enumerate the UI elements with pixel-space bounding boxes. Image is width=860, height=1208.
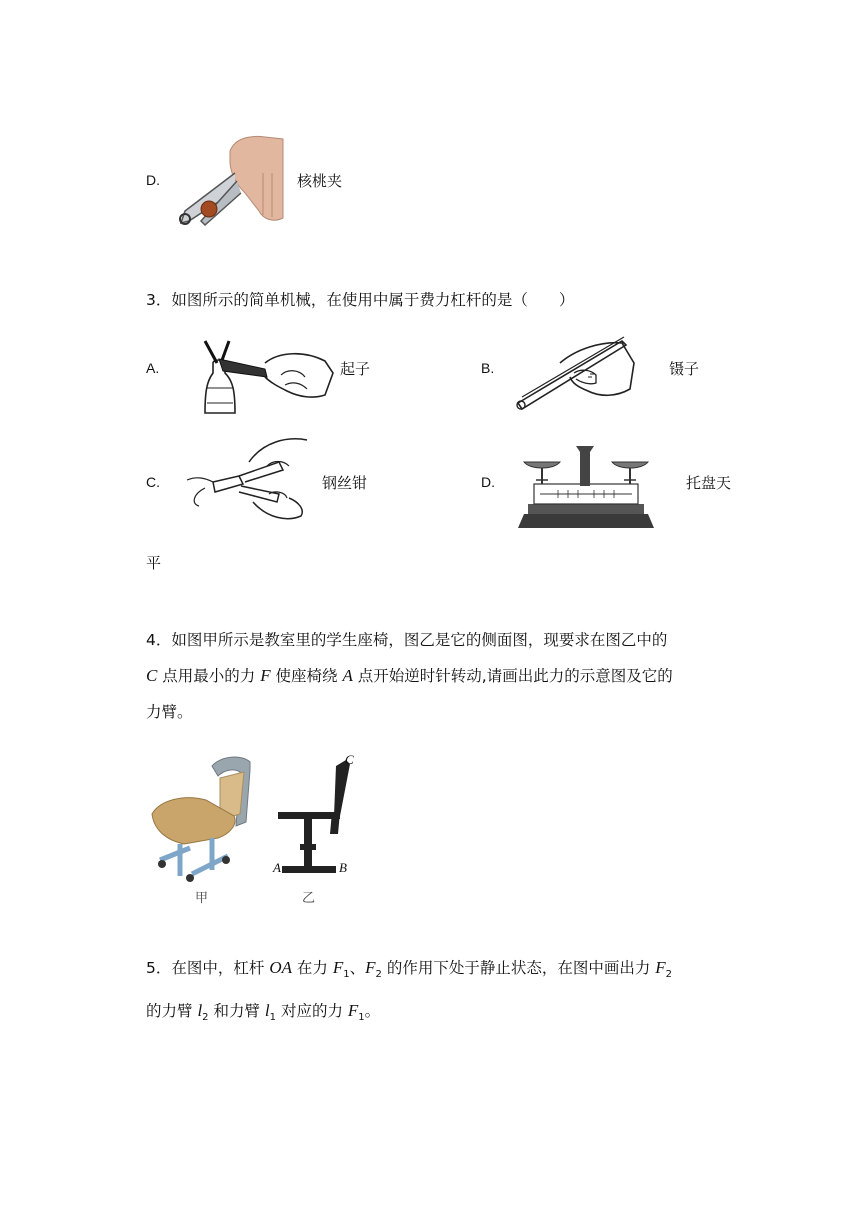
question-3-number: 3．	[146, 291, 172, 309]
q5-text-3: 、	[349, 959, 366, 977]
chair-side-view-icon	[268, 752, 368, 882]
question-5	[146, 950, 746, 1036]
point-b-label: B	[339, 860, 347, 875]
pliers-icon	[183, 432, 313, 524]
var-l2: l	[197, 1001, 203, 1021]
tweezers-icon	[512, 333, 637, 415]
question-3-text: 如图所示的简单机械，在使用中属于费力杠杆的是（ ）	[171, 291, 575, 309]
question-3	[146, 282, 574, 318]
option-d-caption: 核桃夹	[297, 172, 343, 190]
sub-1: 1	[343, 969, 350, 981]
sub-f1: 1	[358, 1012, 365, 1024]
option-d-letter: D.	[146, 172, 160, 188]
option-b-letter: B.	[481, 360, 495, 376]
option-b-caption: 镊子	[669, 360, 700, 378]
nutcracker-icon	[175, 133, 290, 233]
option-d3-caption-wrap: 平	[146, 554, 162, 572]
var-oa: OA	[269, 958, 292, 977]
option-c-letter: C.	[146, 474, 160, 490]
q5-text-5: 的力臂	[146, 1002, 198, 1021]
question-5-number: 5．	[146, 959, 172, 977]
balance-scale-icon	[518, 444, 654, 528]
option-c-caption: 钢丝钳	[322, 474, 368, 492]
var-f2: F	[365, 958, 376, 977]
point-c-label: C	[345, 752, 354, 767]
question-4-text-a: 点用最小的力	[157, 667, 261, 685]
q5-text-2: 在力	[291, 959, 333, 977]
question-4-line-1: 如图甲所示是教室里的学生座椅，图乙是它的侧面图，现要求在图乙中的	[171, 631, 668, 649]
figure-label-jia: 甲	[195, 891, 209, 906]
var-f2b: F	[655, 958, 666, 977]
sub-l1: 1	[269, 1012, 277, 1024]
option-d3-caption: 托盘天	[686, 474, 732, 492]
option-a-caption: 起子	[340, 360, 371, 378]
sub-2b: 2	[665, 969, 673, 981]
option-d3-letter: D.	[481, 474, 495, 490]
bottle-opener-icon	[195, 333, 335, 415]
q5-text-8: 。	[364, 1002, 381, 1021]
point-a-label: A	[273, 860, 281, 875]
option-a-letter: A.	[146, 360, 160, 376]
var-f1b: F	[347, 1001, 359, 1021]
question-4-text-c: 点开始逆时针转动,请画出此力的示意图及它的	[352, 667, 673, 685]
question-4-line-3: 力臂。	[146, 703, 193, 721]
question-4-text-b: 使座椅绕	[270, 667, 343, 685]
sub-l2: 2	[202, 1012, 209, 1024]
figure-label-yi: 乙	[302, 891, 316, 906]
var-f: F	[260, 666, 271, 685]
question-4-number: 4．	[146, 631, 172, 649]
q5-text-1: 在图中，杠杆	[171, 959, 270, 977]
var-a: A	[342, 666, 353, 685]
q5-text-7: 对应的力	[276, 1002, 348, 1021]
var-f1: F	[332, 958, 344, 977]
q5-text-4: 的作用下处于静止状态，在图中画出力	[381, 959, 656, 977]
var-c: C	[146, 666, 158, 685]
chair-photo-icon	[150, 752, 250, 890]
question-4	[146, 622, 746, 730]
sub-2: 2	[375, 969, 382, 981]
q5-text-6: 和力臂	[208, 1002, 265, 1021]
var-l1: l	[264, 1001, 270, 1021]
